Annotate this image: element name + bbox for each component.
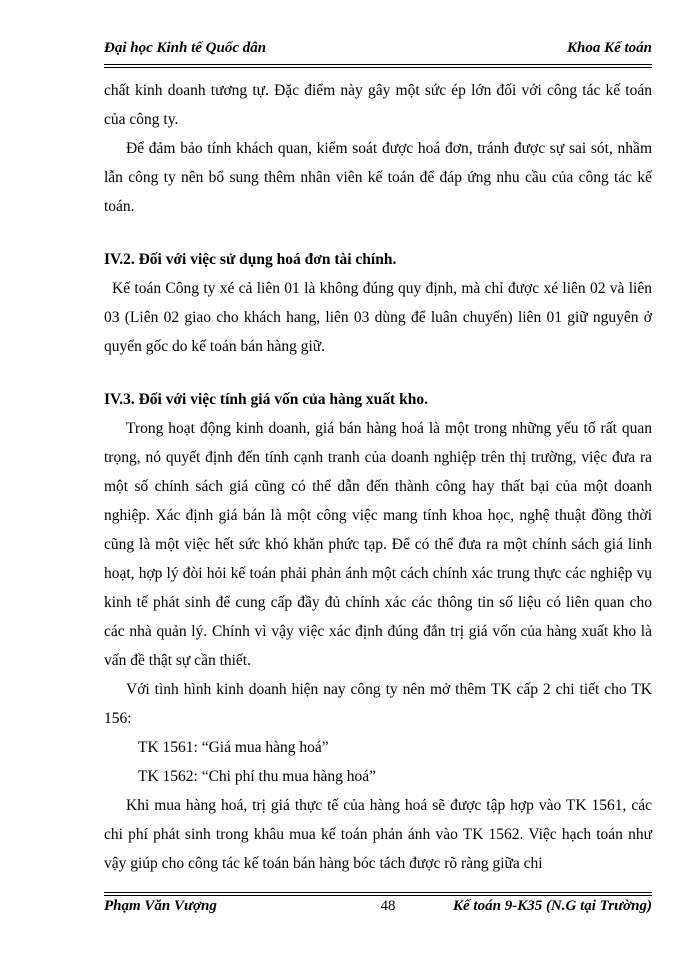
header-university: Đại học Kinh tế Quốc dân [104,40,267,56]
paragraph-2: Để đảm bảo tính khách quan, kiểm soát được hoá đơn, tránh được sự sai sót, nhầm lẫn công ty nên bổ sung thêm nhân viên kế toán để đáp ứng nhu cầu của công tác kế toán. [104,140,652,215]
section-heading-iv3: IV.3. Đối với việc tính giá vốn của hàng xuất kho. [104,391,428,408]
footer-class: Kế toán 9-K35 (N.G tại Trường) [453,898,652,914]
paragraph-6: Khi mua hàng hoá, trị giá thực tế của hàng hoá sẽ được tập hợp vào TK 1561, các chi phí phát sinh trong khâu mua kế toán phản ánh vào TK 1562. Việc hạch toán như vậy giúp cho công tác kế toán bán hàng bóc tách được rõ ràng giữa chi [104,797,652,872]
page-header [104,38,652,62]
account-item-1561: TK 1561: “Giá mua hàng hoá” [138,739,329,756]
page-footer [104,898,652,920]
footer-author: Phạm Văn Vượng [104,898,217,914]
spacer [104,221,652,245]
header-faculty: Khoa Kế toán [566,40,652,56]
footer-divider [104,892,652,896]
paragraph-1: chất kinh doanh tương tự. Đặc điểm này gây một sức ép lớn đối với công tác kế toán của công ty. [104,82,652,128]
page-number: 48 [380,898,396,914]
header-divider [104,64,652,68]
paragraph-3: Kế toán Công ty xé cả liên 01 là không đúng quy định, mà chỉ được xé liên 02 và liên 03 (Liên 02 giao cho khách hang, liên 03 dùng để luân chuyển) liên 01 giữ nguyên ở quyển gốc do kế toán bán hàng giữ. [104,280,652,355]
paragraph-4: Trong hoạt động kinh doanh, giá bán hàng hoá là một trong những yếu tố rất quan trọng, nó quyết định đến tính cạnh tranh của doanh nghiệp trên thị trường, việc đưa ra một số chính sách giá cũng có thể dẫn đến thành công hay thất bại của một doanh nghiệp. Xác định giá bán là một công việc mang tính khoa học, nghệ thuật đồng thời cũng là một việc hết sức khó khăn phức tạp. Để có thể đưa ra một chính sách giá linh hoạt, hợp lý đòi hỏi kế toán phải phản ánh một cách chính xác trung thực các nghiệp vụ kinh tế phát sinh để cung cấp đầy đủ chính xác các thông tin số liệu có liên quan cho các nhà quản lý. Chính vì vậy việc xác định đúng đắn trị giá vốn của hàng xuất kho là vấn đề thật sự cần thiết. [104,420,652,669]
section-heading-iv2: IV.2. Đối với việc sử dụng hoá đơn tài chính. [104,251,397,268]
spacer [104,361,652,385]
account-item-1562: TK 1562: “Chi phí thu mua hàng hoá” [138,768,377,785]
paragraph-5: Với tình hình kinh doanh hiện nay công ty nên mở thêm TK cấp 2 chi tiết cho TK 156: [104,681,652,727]
page-body [104,76,652,878]
